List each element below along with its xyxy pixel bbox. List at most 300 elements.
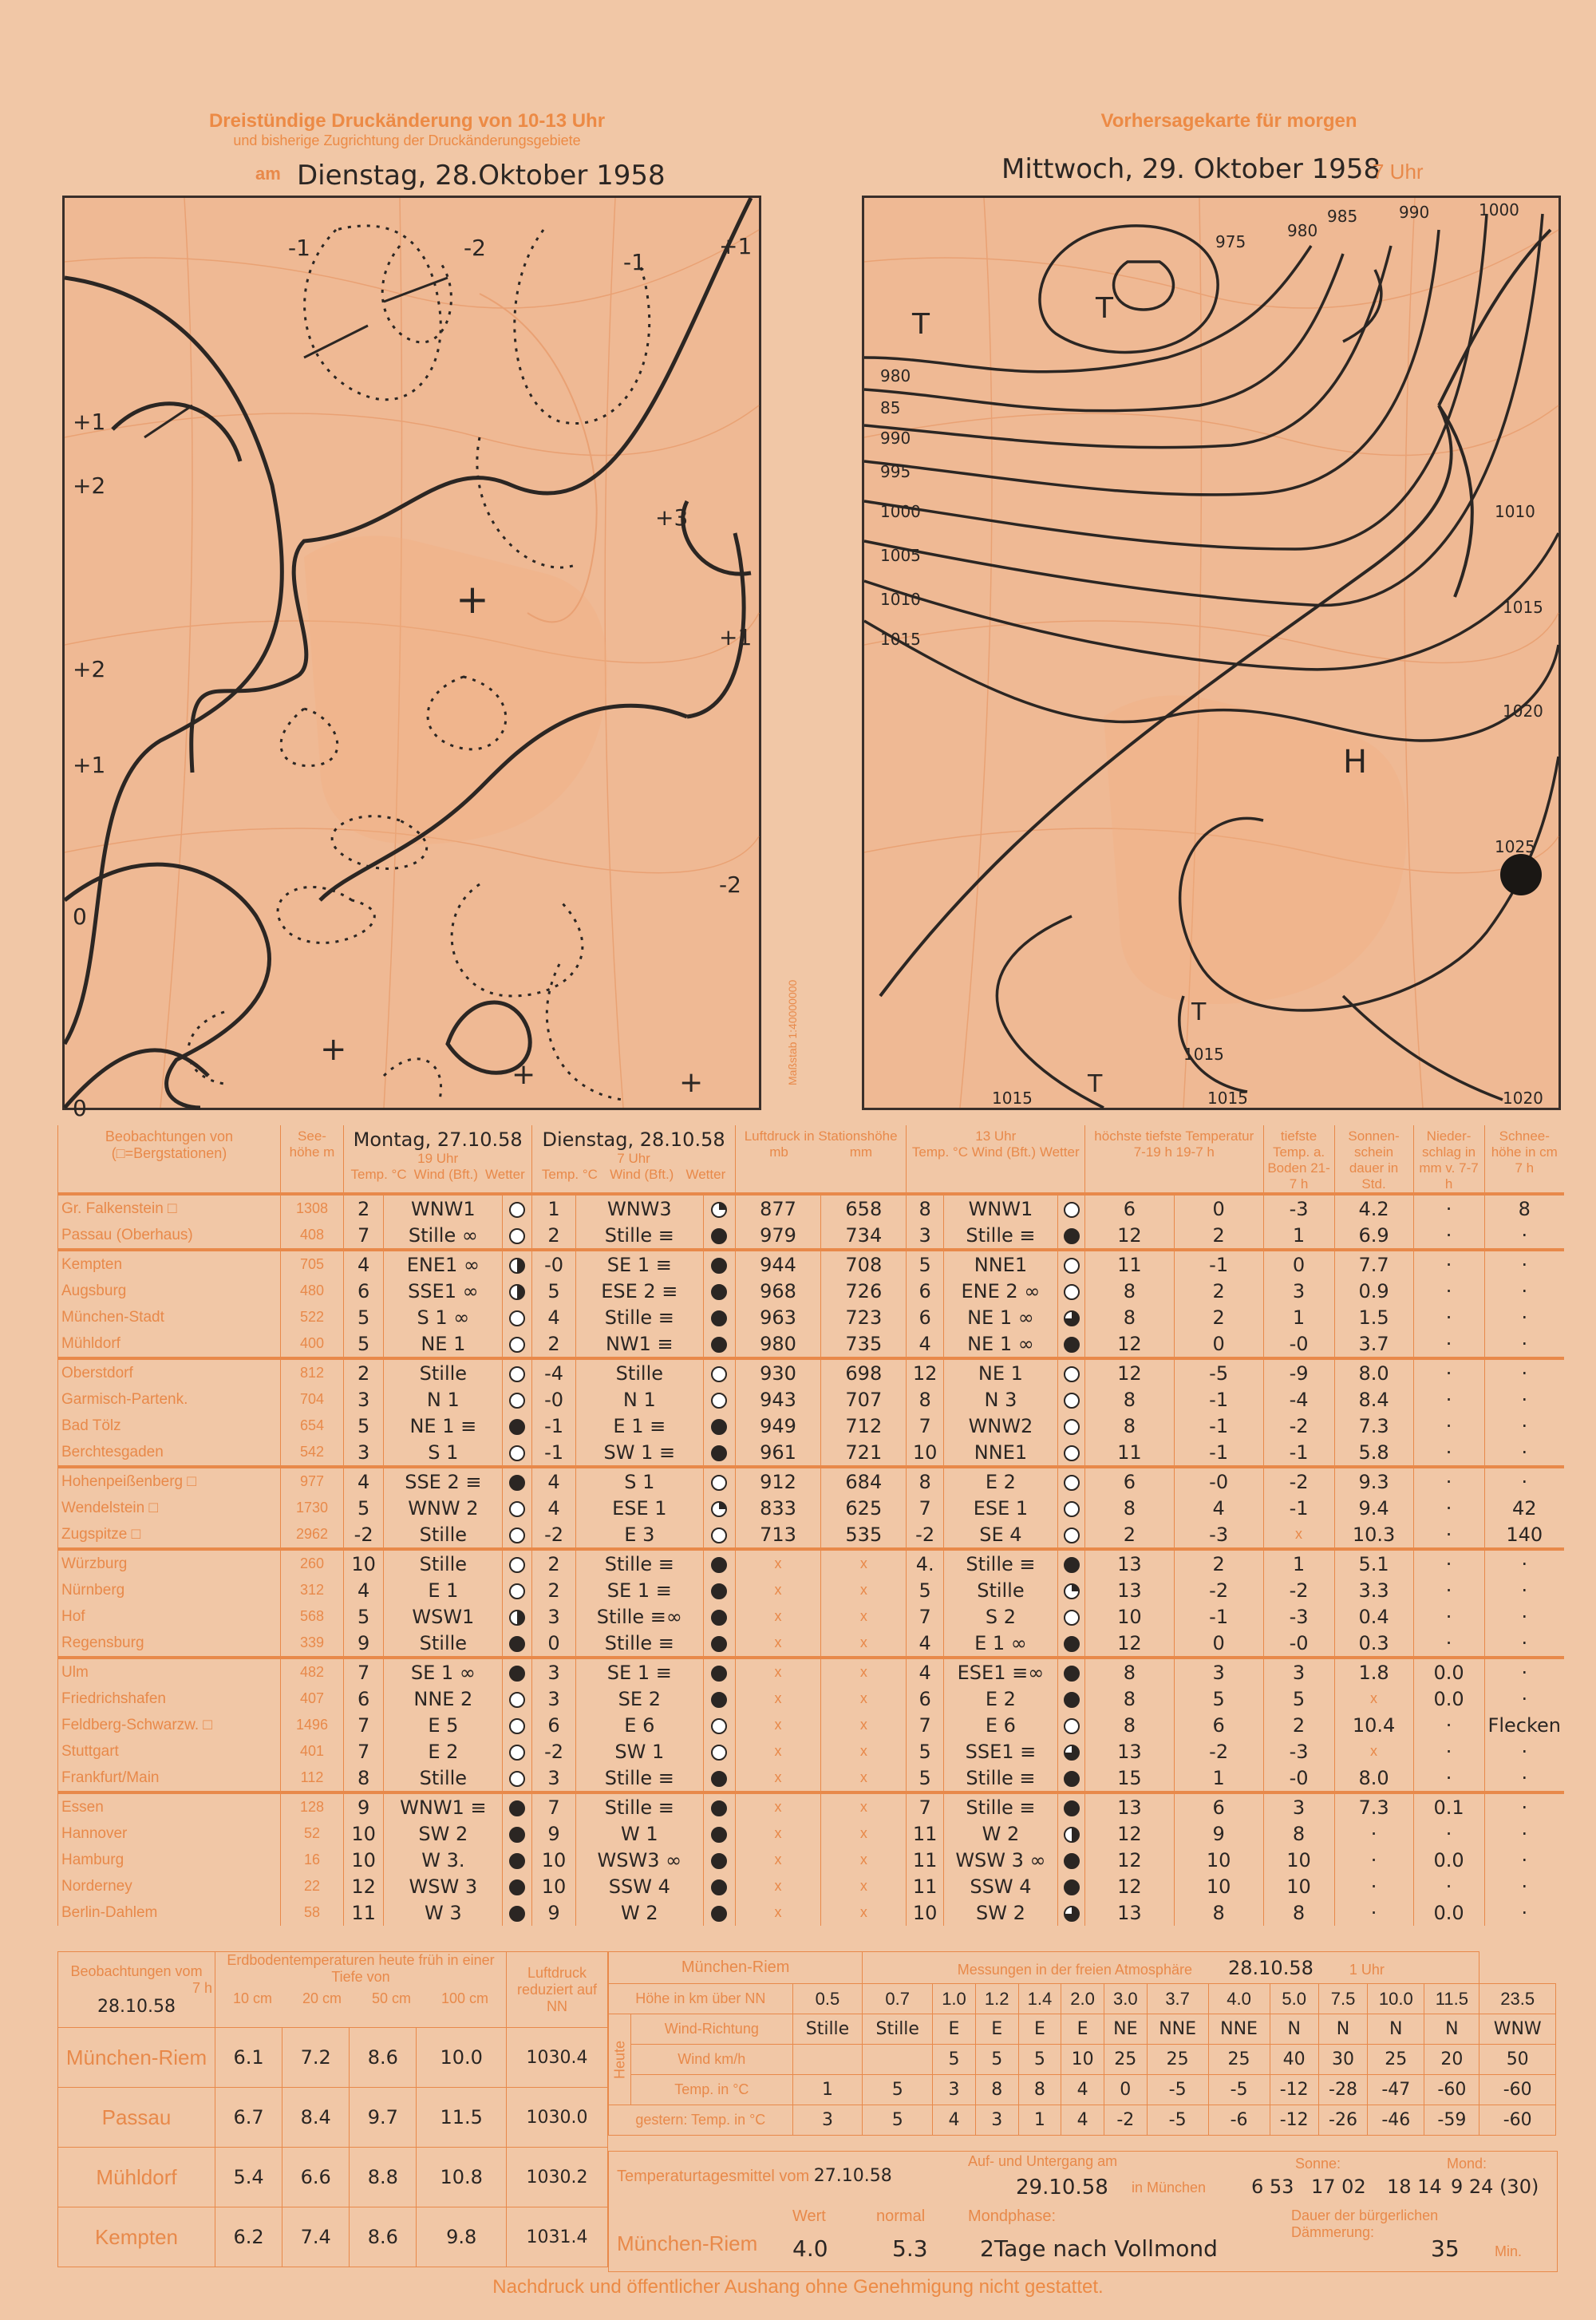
table-cell: NE 1: [943, 1358, 1057, 1386]
weather-symbol-icon: [711, 1853, 727, 1869]
table-cell: 5: [344, 1495, 384, 1521]
table-cell: 8: [1174, 1899, 1263, 1926]
ua-speed-cell: [863, 2045, 933, 2075]
weather-symbol-icon: [711, 1827, 727, 1843]
svg-text:990: 990: [1399, 203, 1430, 222]
lm-label-2: -2: [464, 235, 486, 261]
table-cell: x: [821, 1549, 907, 1577]
table-row: [58, 1250, 1565, 1278]
table-row: [58, 1820, 1565, 1847]
table-cell: 3: [532, 1686, 575, 1712]
weather-symbol-cell: [703, 1899, 735, 1926]
table-cell: ·: [1413, 1549, 1484, 1577]
ua-temp-cell: -60: [1424, 2075, 1479, 2105]
table-cell: W 3: [384, 1899, 503, 1926]
table-cell: 1: [1263, 1222, 1334, 1250]
table-cell: 812: [281, 1358, 344, 1386]
weather-symbol-icon: [711, 1445, 727, 1461]
table-cell: -9: [1263, 1358, 1334, 1386]
table-cell: 10: [907, 1439, 943, 1467]
weather-symbol-icon: [509, 1583, 525, 1599]
table-cell: 407: [281, 1686, 344, 1712]
table-cell: NE 1 ≡: [384, 1413, 503, 1439]
mond-label: Mond:: [1447, 2156, 1487, 2172]
table-cell: ·: [1413, 1358, 1484, 1386]
weather-symbol-cell: [503, 1603, 532, 1630]
weather-symbol-icon: [711, 1692, 727, 1708]
table-cell: 698: [821, 1358, 907, 1386]
maxmin-header: [1085, 1125, 1264, 1194]
table-cell: 0.9: [1334, 1278, 1413, 1304]
table-cell: Stuttgart: [58, 1738, 281, 1765]
table-cell: ENE 2 ∞: [943, 1278, 1057, 1304]
table-row: [58, 1549, 1565, 1577]
table-cell: Zugspitze □: [58, 1521, 281, 1549]
table-cell: NW1 ≡: [575, 1330, 703, 1358]
weather-symbol-cell: [503, 1712, 532, 1738]
snow-header: Schnee-höhe in cm 7 h: [1484, 1125, 1564, 1194]
table-row: [58, 1630, 1565, 1658]
left-map-title: Dreistündige Druckänderung von 10-13 Uhr: [208, 110, 606, 132]
weather-symbol-cell: [1058, 1439, 1085, 1467]
soil-cell: 8.6: [350, 2028, 417, 2088]
weather-symbol-icon: [711, 1636, 727, 1652]
table-cell: 2: [532, 1549, 575, 1577]
soil-cell: 6.1: [215, 2028, 282, 2088]
ua-dir-cell: E: [975, 2014, 1018, 2045]
weather-symbol-cell: [503, 1577, 532, 1603]
table-cell: 3.7: [1334, 1330, 1413, 1358]
ua-dir-cell: E: [1018, 2014, 1061, 2045]
table-cell: 0.1: [1413, 1792, 1484, 1820]
soil-cell: Kempten: [58, 2207, 215, 2267]
observation-body: [58, 1194, 1565, 1926]
weather-symbol-icon: [509, 1501, 525, 1517]
soil-cell: 9.7: [350, 2088, 417, 2148]
ua-dir-cell: N: [1424, 2014, 1479, 2045]
table-cell: 0.3: [1334, 1630, 1413, 1658]
weather-symbol-cell: [503, 1630, 532, 1658]
lm-high-mark-2: +: [320, 1031, 347, 1068]
maxmin-label: höchste tiefste Temperatur: [1094, 1128, 1254, 1144]
table-cell: ·: [1413, 1194, 1484, 1222]
ua-height-cell: 4.0: [1208, 1984, 1270, 2014]
weather-symbol-icon: [509, 1419, 525, 1435]
table-row: [58, 1358, 1565, 1386]
ua-yest-cell: -5: [1147, 2105, 1208, 2136]
table-cell: -1: [1174, 1413, 1263, 1439]
twilight-unit: Min.: [1495, 2243, 1523, 2259]
table-cell: W 2: [575, 1899, 703, 1926]
table-cell: 684: [821, 1467, 907, 1495]
svg-text:1000: 1000: [880, 502, 921, 521]
weather-symbol-icon: [1064, 1666, 1080, 1682]
table-cell: -1: [1174, 1386, 1263, 1413]
table-cell: WSW 3 ∞: [943, 1847, 1057, 1873]
pressure-change-map: [62, 196, 761, 1121]
weather-symbol-cell: [703, 1222, 735, 1250]
table-cell: Stille ≡: [575, 1304, 703, 1330]
weather-symbol-cell: [503, 1386, 532, 1413]
weather-symbol-icon: [1064, 1557, 1080, 1573]
table-cell: ESE1 ≡∞: [943, 1658, 1057, 1686]
table-cell: Stille: [943, 1577, 1057, 1603]
weather-symbol-cell: [1058, 1194, 1085, 1222]
table-cell: Essen: [58, 1792, 281, 1820]
weather-symbol-icon: [1064, 1475, 1080, 1491]
table-cell: -2: [1174, 1577, 1263, 1603]
ua-height-label: Höhe in km über NN: [609, 1984, 793, 2014]
upper-air-speed-row: [609, 2045, 1556, 2075]
weather-symbol-cell: [503, 1765, 532, 1792]
weather-symbol-cell: [703, 1658, 735, 1686]
svg-text:1015: 1015: [880, 630, 921, 649]
weather-symbol-icon: [509, 1337, 525, 1353]
ua-height-cell: 5.0: [1270, 1984, 1318, 2014]
table-cell: 0: [1263, 1250, 1334, 1278]
depth-50: 50 cm: [371, 1990, 412, 2006]
table-cell: 3: [1263, 1278, 1334, 1304]
table-cell: -3: [1174, 1521, 1263, 1549]
weather-symbol-icon: [1064, 1258, 1080, 1274]
table-cell: 6: [1174, 1792, 1263, 1820]
weather-symbol-icon: [1064, 1718, 1080, 1734]
day2-13-header: [907, 1125, 1085, 1194]
table-cell: 8.0: [1334, 1358, 1413, 1386]
twilight-label: Dauer der bürgerlichen Dämmerung:: [1291, 2207, 1439, 2240]
table-cell: 6: [532, 1712, 575, 1738]
weather-symbol-icon: [1064, 1337, 1080, 1353]
svg-text:975: 975: [1215, 232, 1246, 251]
soil-cell: 10.0: [417, 2028, 507, 2088]
weather-symbol-cell: [503, 1549, 532, 1577]
table-cell: Stille ∞: [384, 1222, 503, 1250]
table-cell: 5: [1263, 1686, 1334, 1712]
table-cell: ·: [1413, 1413, 1484, 1439]
table-cell: ·: [1413, 1304, 1484, 1330]
table-cell: ·: [1413, 1495, 1484, 1521]
table-cell: -3: [1263, 1603, 1334, 1630]
table-cell: Ulm: [58, 1658, 281, 1686]
table-cell: ·: [1484, 1358, 1564, 1386]
ua-speed-cell: 5: [933, 2045, 976, 2075]
ua-speed-cell: 5: [975, 2045, 1018, 2075]
svg-text:990: 990: [880, 429, 911, 448]
soil-cell: 7.4: [282, 2207, 350, 2267]
svg-text:1015: 1015: [1207, 1089, 1248, 1108]
table-cell: x: [821, 1686, 907, 1712]
ua-speed-cell: 25: [1104, 2045, 1147, 2075]
table-cell: WNW 2: [384, 1495, 503, 1521]
table-cell: Berchtesgaden: [58, 1439, 281, 1467]
svg-text:980: 980: [1287, 221, 1318, 240]
table-cell: NNE 2: [384, 1686, 503, 1712]
weather-symbol-cell: [1058, 1495, 1085, 1521]
table-cell: 705: [281, 1250, 344, 1278]
table-cell: 4: [907, 1630, 943, 1658]
table-cell: Stille: [384, 1765, 503, 1792]
weather-symbol-cell: [703, 1630, 735, 1658]
table-cell: 8: [1085, 1278, 1175, 1304]
table-row: [58, 1686, 1565, 1712]
weather-symbol-cell: [703, 1278, 735, 1304]
table-cell: E 1 ∞: [943, 1630, 1057, 1658]
weather-symbol-cell: [1058, 1358, 1085, 1386]
table-cell: 8: [1085, 1304, 1175, 1330]
lm-label-3: -1: [623, 249, 646, 275]
soil-cell: 6.7: [215, 2088, 282, 2148]
table-cell: ·: [1413, 1386, 1484, 1413]
table-cell: 3: [1263, 1658, 1334, 1686]
depth-10: 10 cm: [232, 1990, 273, 2006]
ua-speed-cell: 25: [1368, 2045, 1424, 2075]
weather-symbol-icon: [711, 1202, 727, 1218]
table-cell: WSW3 ∞: [575, 1847, 703, 1873]
table-cell: 542: [281, 1439, 344, 1467]
ua-dir-cell: Stille: [863, 2014, 933, 2045]
table-cell: 2: [1174, 1304, 1263, 1330]
ua-yest-cell: -2: [1104, 2105, 1147, 2136]
weather-symbol-icon: [711, 1583, 727, 1599]
lm-label-5: +1: [73, 409, 106, 435]
table-cell: x: [735, 1658, 820, 1686]
table-cell: 3: [532, 1765, 575, 1792]
soil-row: [58, 2148, 608, 2207]
weather-symbol-icon: [1064, 1879, 1080, 1895]
weather-symbol-cell: [503, 1792, 532, 1820]
upper-air-yesterday-row: [609, 2105, 1556, 2136]
weather-symbol-cell: [503, 1330, 532, 1358]
table-cell: 9: [532, 1820, 575, 1847]
table-cell: 930: [735, 1358, 820, 1386]
table-cell: Stille ≡: [943, 1222, 1057, 1250]
table-cell: 8: [1085, 1495, 1175, 1521]
soil-title-cell: [58, 1952, 215, 2028]
table-cell: ·: [1413, 1222, 1484, 1250]
table-cell: 4: [344, 1250, 384, 1278]
weather-symbol-icon: [509, 1771, 525, 1787]
table-cell: 7.3: [1334, 1792, 1413, 1820]
table-cell: -1: [532, 1413, 575, 1439]
table-cell: 8: [1263, 1899, 1334, 1926]
mean-temp-label: [617, 2166, 892, 2186]
table-cell: ·: [1484, 1792, 1564, 1820]
bottom-info: [608, 2151, 1558, 2272]
mean-label: Temperaturtagesmittel vom: [617, 2168, 810, 2185]
table-cell: WNW3: [575, 1194, 703, 1222]
table-cell: ·: [1484, 1658, 1564, 1686]
table-cell: 0: [1174, 1194, 1263, 1222]
weather-symbol-icon: [711, 1906, 727, 1922]
table-cell: 4: [1174, 1495, 1263, 1521]
table-cell: -1: [1263, 1495, 1334, 1521]
table-cell: E 5: [384, 1712, 503, 1738]
table-cell: 6: [344, 1278, 384, 1304]
table-cell: 3: [532, 1603, 575, 1630]
ua-yest-cell: 3: [792, 2105, 863, 2136]
table-cell: ·: [1484, 1413, 1564, 1439]
weather-symbol-cell: [1058, 1386, 1085, 1413]
table-cell: -0: [1263, 1330, 1334, 1358]
footer-note: Nachdruck und öffentlicher Aushang ohne Genehmigung nicht gestattet.: [492, 2276, 1104, 2298]
weather-symbol-cell: [1058, 1521, 1085, 1549]
table-row: [58, 1413, 1565, 1439]
table-cell: Stille ≡: [575, 1765, 703, 1792]
upper-air-title: Messungen in der freien Atmosphäre: [957, 1961, 1192, 1978]
table-cell: 9: [532, 1899, 575, 1926]
day1-header: [344, 1125, 532, 1194]
table-cell: 401: [281, 1738, 344, 1765]
svg-text:T: T: [912, 308, 930, 341]
weather-symbol-icon: [509, 1393, 525, 1409]
table-cell: -1: [1174, 1603, 1263, 1630]
table-row: [58, 1278, 1565, 1304]
table-cell: 8.4: [1334, 1386, 1413, 1413]
ua-temp-cell: 0: [1104, 2075, 1147, 2105]
weather-symbol-cell: [503, 1686, 532, 1712]
ua-speed-cell: 40: [1270, 2045, 1318, 2075]
am-label: am: [255, 164, 281, 184]
table-cell: 8: [907, 1386, 943, 1413]
soil-time: 7 h: [192, 1979, 212, 1996]
table-cell: 5: [907, 1738, 943, 1765]
table-cell: 5: [1174, 1686, 1263, 1712]
table-cell: 4.: [907, 1549, 943, 1577]
ua-yest-cell: 1: [1018, 2105, 1061, 2136]
table-cell: 12: [1085, 1847, 1175, 1873]
right-map-date: Mittwoch, 29. Oktober 1958: [1001, 153, 1381, 185]
soil-cell: 1030.0: [507, 2088, 608, 2148]
lm-label-10: 0: [73, 1095, 87, 1121]
table-cell: ·: [1413, 1873, 1484, 1899]
table-cell: 7: [907, 1413, 943, 1439]
weather-symbol-icon: [711, 1310, 727, 1326]
table-cell: 3.3: [1334, 1577, 1413, 1603]
weather-symbol-cell: [503, 1820, 532, 1847]
ua-speed-cell: 20: [1424, 2045, 1479, 2075]
table-cell: 10: [532, 1873, 575, 1899]
table-cell: 2: [532, 1577, 575, 1603]
weather-symbol-cell: [1058, 1873, 1085, 1899]
table-cell: 12: [1085, 1820, 1175, 1847]
weather-symbol-cell: [503, 1194, 532, 1222]
soil-cell: 6.2: [215, 2207, 282, 2267]
weather-symbol-cell: [503, 1467, 532, 1495]
weather-symbol-cell: [1058, 1603, 1085, 1630]
ink-spot: [1500, 854, 1542, 895]
right-map-heading: [958, 110, 1500, 132]
observation-table: [57, 1125, 1564, 1926]
table-cell: 10: [1174, 1873, 1263, 1899]
mean-date: 27.10.58: [813, 2166, 892, 2186]
svg-text:T: T: [1191, 998, 1207, 1026]
weather-symbol-cell: [1058, 1847, 1085, 1873]
weather-symbol-cell: [703, 1439, 735, 1467]
ua-speed-cell: 50: [1479, 2045, 1556, 2075]
table-cell: 52: [281, 1820, 344, 1847]
table-cell: ·: [1484, 1899, 1564, 1926]
ua-yest-label: gestern: Temp. in °C: [609, 2105, 793, 2136]
table-cell: 535: [821, 1521, 907, 1549]
lm-label-1: -1: [288, 235, 310, 261]
table-cell: E 3: [575, 1521, 703, 1549]
table-cell: ·: [1484, 1467, 1564, 1495]
lm-label-7: +2: [73, 656, 106, 682]
table-cell: Stille ≡: [575, 1222, 703, 1250]
ua-height-cell: 2.0: [1061, 1984, 1104, 2014]
table-cell: -1: [1174, 1250, 1263, 1278]
weather-symbol-icon: [711, 1557, 727, 1573]
table-cell: x: [735, 1738, 820, 1765]
table-row: [58, 1386, 1565, 1413]
table-cell: ·: [1484, 1222, 1564, 1250]
weather-symbol-icon: [1064, 1827, 1080, 1843]
table-cell: Berlin-Dahlem: [58, 1899, 281, 1926]
table-cell: x: [735, 1577, 820, 1603]
sun-set: 17 02: [1311, 2176, 1366, 2198]
ua-yest-cell: -26: [1318, 2105, 1367, 2136]
weather-symbol-cell: [703, 1194, 735, 1222]
day2-date: Dienstag, 28.10.58: [542, 1128, 725, 1151]
weather-symbol-cell: [503, 1847, 532, 1873]
weather-symbol-icon: [1064, 1228, 1080, 1244]
table-cell: 8: [1085, 1686, 1175, 1712]
ua-temp-cell: 8: [1018, 2075, 1061, 2105]
table-cell: ·: [1484, 1738, 1564, 1765]
table-cell: 833: [735, 1495, 820, 1521]
sun-rise: 6 53: [1251, 2176, 1294, 2198]
table-cell: 625: [821, 1495, 907, 1521]
weather-symbol-cell: [1058, 1549, 1085, 1577]
table-cell: 140: [1484, 1521, 1564, 1549]
table-cell: Norderney: [58, 1873, 281, 1899]
table-row: [58, 1521, 1565, 1549]
ua-speed-cell: 10: [1061, 2045, 1104, 2075]
table-cell: 0.0: [1413, 1899, 1484, 1926]
weather-symbol-cell: [703, 1521, 735, 1549]
svg-text:1015: 1015: [1503, 598, 1543, 617]
weather-symbol-icon: [1064, 1445, 1080, 1461]
table-cell: 480: [281, 1278, 344, 1304]
table-cell: E 2: [943, 1467, 1057, 1495]
weather-symbol-cell: [703, 1873, 735, 1899]
table-row: [58, 1194, 1565, 1222]
lm-label-6: +2: [73, 472, 106, 499]
table-cell: 8: [1085, 1413, 1175, 1439]
sunshine-header: Sonnen-schein dauer in Std.: [1334, 1125, 1413, 1194]
table-cell: Hohenpeißenberg □: [58, 1467, 281, 1495]
ua-yest-cell: -6: [1208, 2105, 1270, 2136]
weather-symbol-icon: [509, 1258, 525, 1274]
table-cell: Mühldorf: [58, 1330, 281, 1358]
left-map-subtitle: und bisherige Zugrichtung der Druckänderungsgebiete: [233, 132, 581, 148]
upper-air-station: München-Riem: [609, 1952, 863, 1984]
table-cell: Stille: [384, 1358, 503, 1386]
table-cell: ·: [1484, 1603, 1564, 1630]
table-cell: Stille ≡: [575, 1549, 703, 1577]
table-cell: 2: [532, 1330, 575, 1358]
weather-symbol-cell: [1058, 1658, 1085, 1686]
table-cell: 6: [1174, 1712, 1263, 1738]
table-row: [58, 1792, 1565, 1820]
weather-symbol-cell: [703, 1250, 735, 1278]
table-cell: Friedrichshafen: [58, 1686, 281, 1712]
soil-cell: 6.6: [282, 2148, 350, 2207]
table-cell: 726: [821, 1278, 907, 1304]
table-cell: 0.4: [1334, 1603, 1413, 1630]
weather-symbol-icon: [509, 1636, 525, 1652]
table-cell: x: [821, 1873, 907, 1899]
